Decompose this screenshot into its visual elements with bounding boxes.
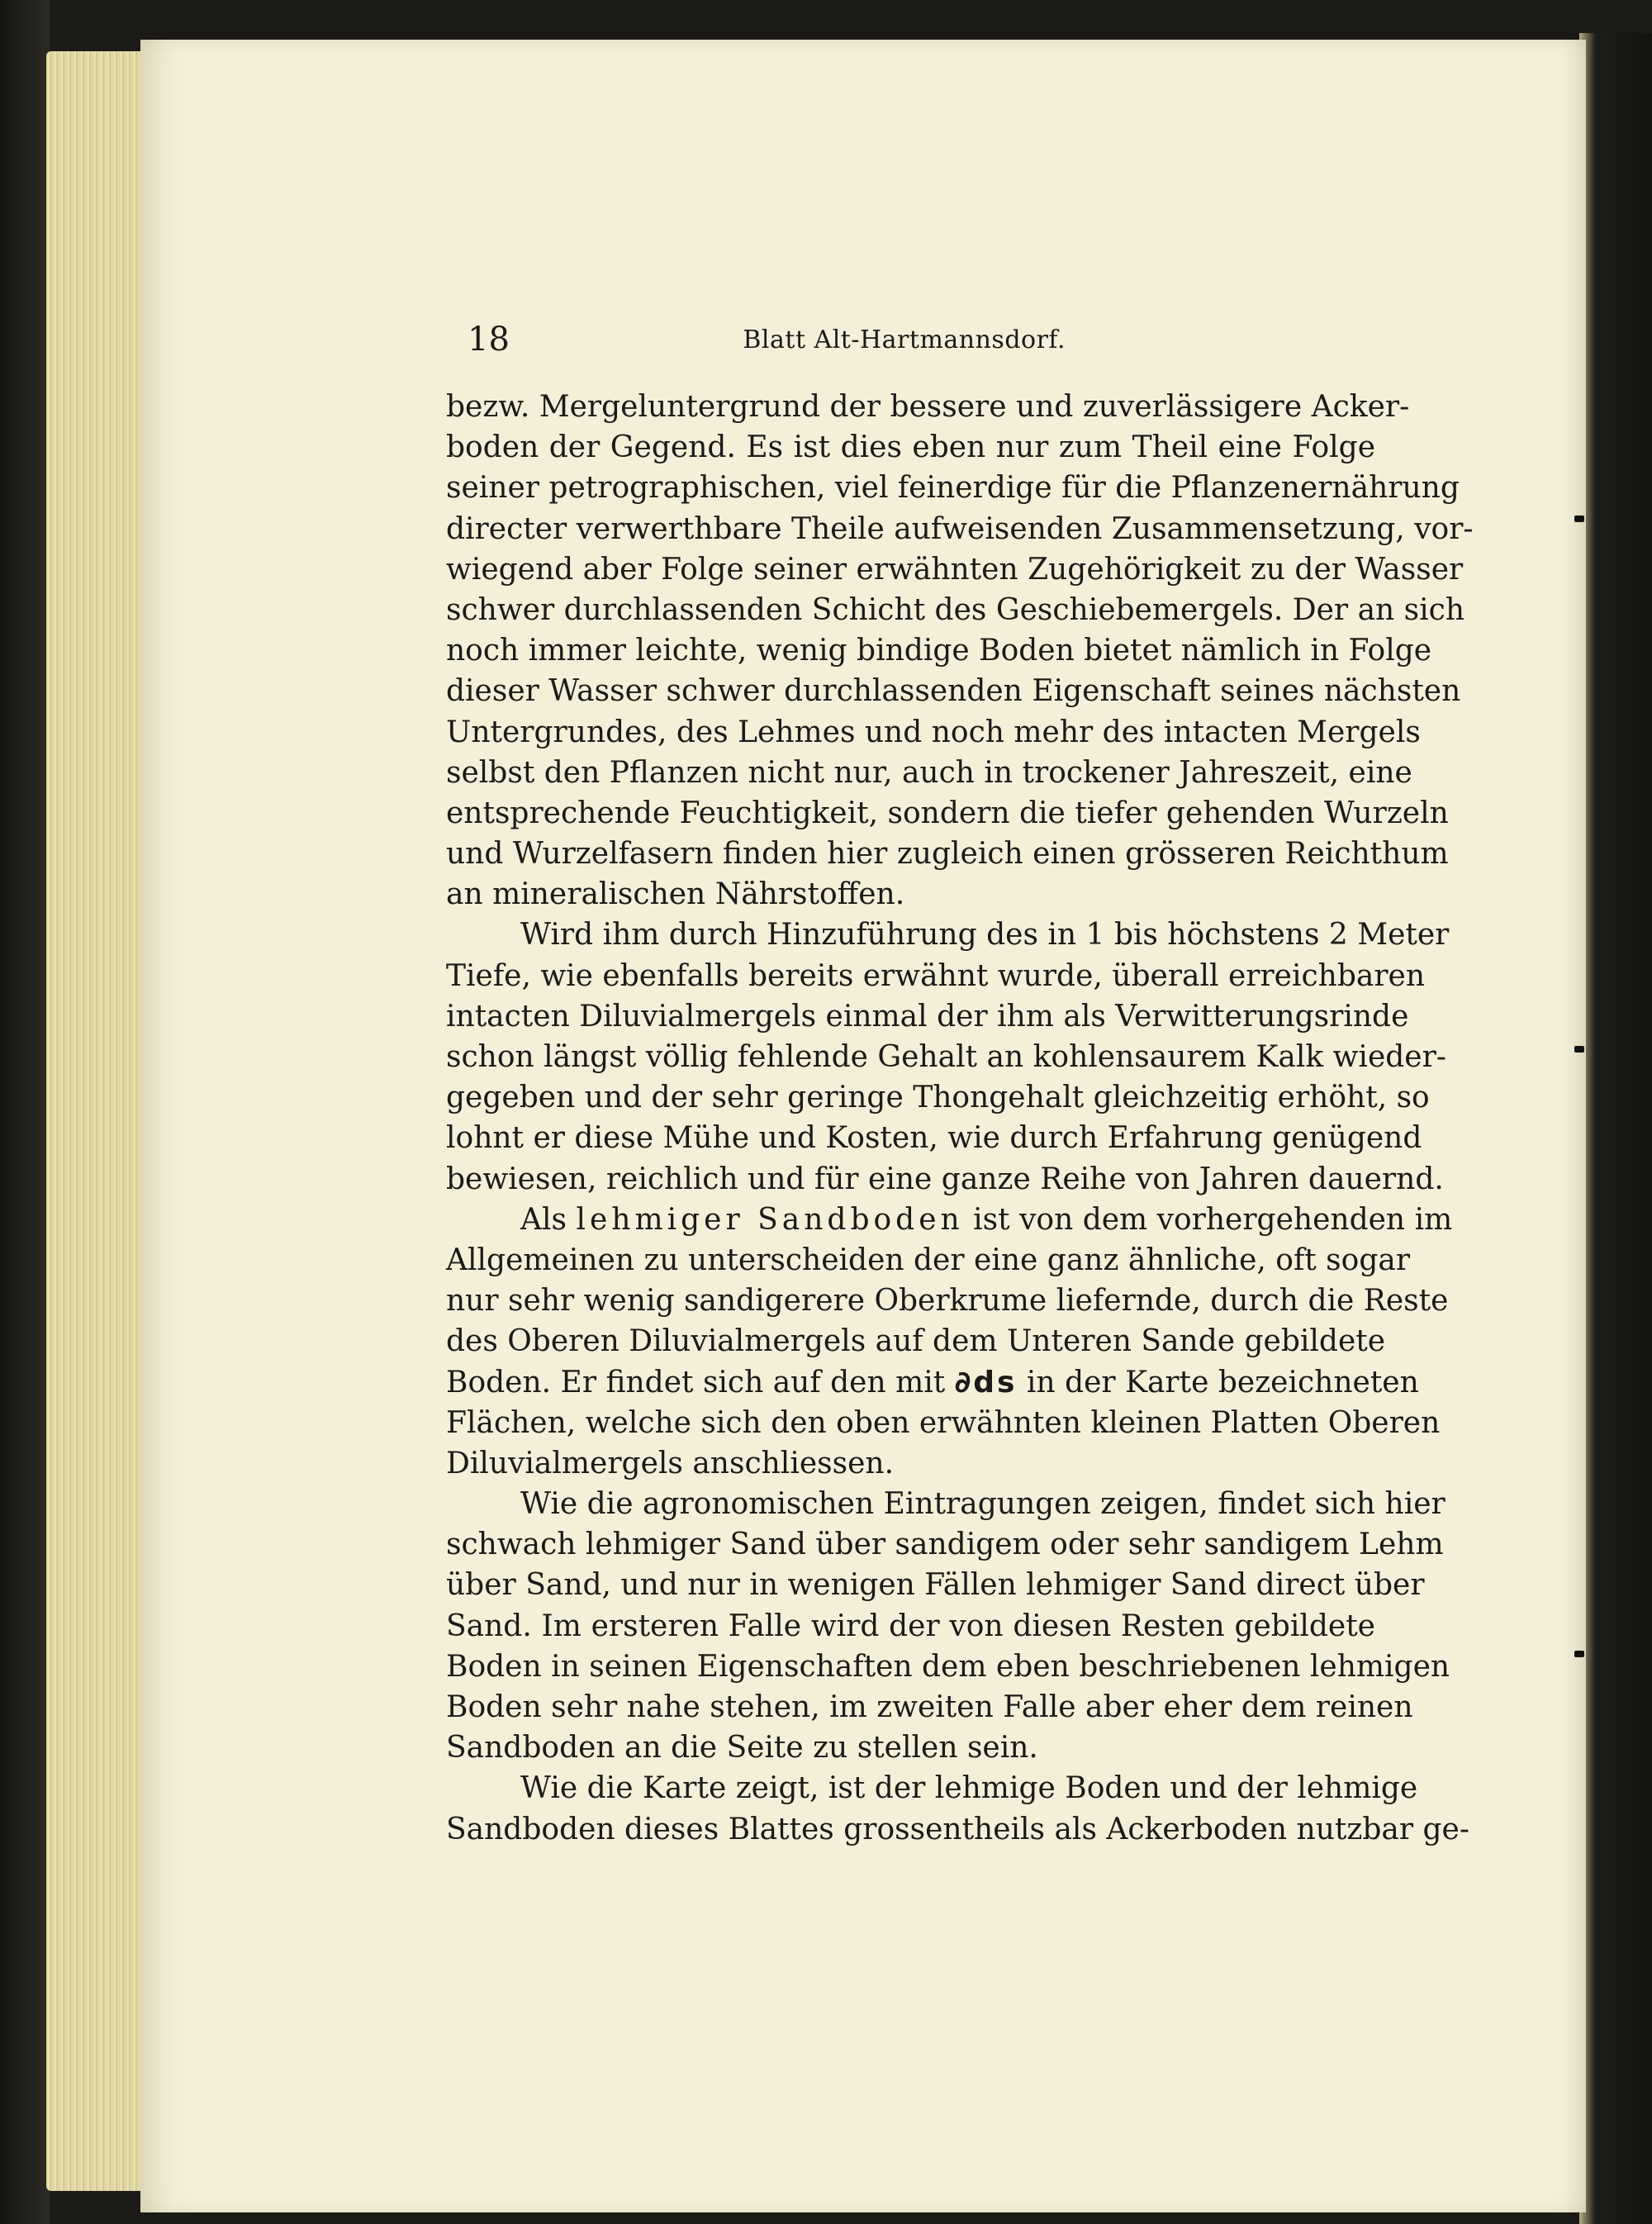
text-line: Boden sehr nahe stehen, im zweiten Falle aber eher dem reinen xyxy=(446,1690,1413,1724)
text-line: directer verwerthbare Theile aufweisenden Zusammensetzung, vor- xyxy=(446,511,1474,546)
text-line: Allgemeinen zu unterscheiden der eine ganz ähnliche, oft sogar xyxy=(446,1243,1411,1277)
book-cover-left xyxy=(0,0,50,2224)
text-line: nur sehr wenig sandigerere Oberkrume liefernde, durch die Reste xyxy=(446,1284,1449,1319)
text-line: seiner petrographischen, viel feinerdige für die Pflanzenernährung xyxy=(446,471,1460,506)
margin-mark xyxy=(1574,1651,1584,1657)
emphasized-term: lehmiger Sandboden xyxy=(576,1202,964,1237)
text-line: über Sand, und nur in wenigen Fällen lehmiger Sand direct über xyxy=(446,1568,1425,1603)
text-line: Flächen, welche sich den oben erwähnten kleinen Platten Oberen xyxy=(446,1405,1441,1440)
text-line: intacten Diluvialmergels einmal der ihm als Verwitterungsrinde xyxy=(446,999,1409,1034)
text-line: schwach lehmiger Sand über sandigem oder sehr sandigem Lehm xyxy=(446,1528,1444,1562)
text-line: boden der Gegend. Es ist dies eben nur zum Theil eine Folge xyxy=(446,430,1375,465)
text-line: dieser Wasser schwer durchlassenden Eigenschaft seines nächsten xyxy=(446,674,1461,709)
text-segment: Boden. Er findet sich auf den mit xyxy=(446,1365,946,1400)
text-line: Sandboden dieses Blattes grossentheils als Ackerboden nutzbar ge- xyxy=(446,1812,1470,1846)
text-line: Untergrundes, des Lehmes und noch mehr des intacten Mergels xyxy=(446,715,1421,749)
text-line: Wie die Karte zeigt, ist der lehmige Boden und der lehmige xyxy=(520,1771,1418,1806)
text-line: Wie die agronomischen Eintragungen zeigen, findet sich hier xyxy=(520,1487,1446,1522)
text-segment: ist von dem vorhergehenden im xyxy=(973,1202,1453,1237)
body-text xyxy=(446,387,1474,1850)
text-line: Sandboden an die Seite zu stellen sein. xyxy=(446,1731,1038,1765)
text-line: Sand. Im ersteren Falle wird der von diesen Resten gebildete xyxy=(446,1609,1375,1643)
margin-mark xyxy=(1574,1046,1584,1053)
text-line: schwer durchlassenden Schicht des Geschiebemergels. Der an sich xyxy=(446,592,1464,627)
text-line: des Oberen Diluvialmergels auf dem Unteren Sande gebildete xyxy=(446,1324,1386,1359)
text-line: Tiefe, wie ebenfalls bereits erwähnt wurde, überall erreichbaren xyxy=(446,958,1426,993)
text-line: bezw. Mergeluntergrund der bessere und zuverlässigere Acker- xyxy=(446,390,1410,424)
text-line xyxy=(446,1200,1453,1240)
text-line: an mineralischen Nährstoffen. xyxy=(446,877,905,912)
page-edges xyxy=(46,51,154,2191)
text-segment: Als xyxy=(520,1202,567,1237)
text-line: schon längst völlig fehlende Gehalt an kohlensaurem Kalk wieder- xyxy=(446,1040,1446,1074)
text-line: bewiesen, reichlich und für eine ganze Reihe von Jahren dauernd. xyxy=(446,1162,1444,1196)
text-line: gegeben und der sehr geringe Thongehalt gleichzeitig erhöht, so xyxy=(446,1081,1430,1115)
text-line xyxy=(446,1362,1419,1403)
text-line: Diluvialmergels anschliessen. xyxy=(446,1446,895,1480)
text-line: selbst den Pflanzen nicht nur, auch in trockener Jahreszeit, eine xyxy=(446,755,1412,790)
text-line: entsprechende Feuchtigkeit, sondern die tiefer gehenden Wurzeln xyxy=(446,796,1449,830)
text-line: lohnt er diese Mühe und Kosten, wie durch Erfahrung genügend xyxy=(446,1121,1422,1156)
text-segment: in der Karte bezeichneten xyxy=(1026,1365,1419,1400)
book-binding-right xyxy=(1579,33,1652,2224)
map-symbol: ∂ds xyxy=(954,1365,1018,1400)
text-line: noch immer leichte, wenig bindige Boden bietet nämlich in Folge xyxy=(446,634,1432,668)
margin-mark xyxy=(1574,516,1584,522)
text-line: Boden in seinen Eigenschaften dem eben beschriebenen lehmigen xyxy=(446,1649,1450,1684)
page-number: 18 xyxy=(468,321,510,359)
text-line: wiegend aber Folge seiner erwähnten Zugehörigkeit zu der Wasser xyxy=(446,552,1464,587)
running-head: Blatt Alt-Hartmannsdorf. xyxy=(743,326,1066,354)
text-line: und Wurzelfasern finden hier zugleich einen grösseren Reichthum xyxy=(446,837,1449,872)
text-line: Wird ihm durch Hinzuführung des in 1 bis höchstens 2 Meter xyxy=(520,918,1450,953)
page-header xyxy=(468,321,1066,370)
